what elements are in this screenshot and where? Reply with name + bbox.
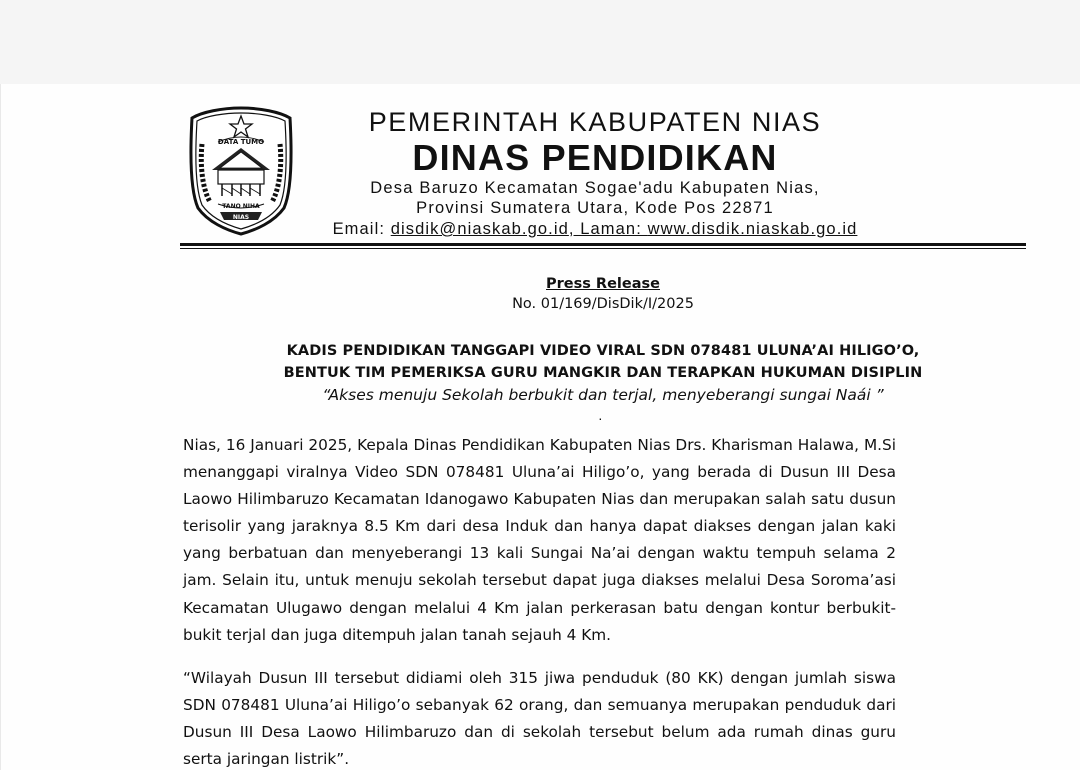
viewer-top-bar — [0, 0, 1080, 84]
email-link[interactable]: disdik@niaskab.go.id — [390, 220, 569, 238]
headline-block — [180, 340, 1026, 406]
government-name: PEMERINTAH KABUPATEN NIAS — [368, 107, 822, 137]
headline-line-2: BENTUK TIM PEMERIKSA GURU MANGKIR DAN TERAPKAN HUKUMAN DISIPLIN — [283, 365, 923, 381]
web-label: , Laman: — [568, 220, 648, 238]
website-link[interactable]: www.disdik.niaskab.go.id — [647, 220, 858, 238]
press-release-number: No. 01/169/DisDik/I/2025 — [512, 296, 694, 312]
press-release-title: Press Release — [546, 276, 660, 292]
headline-quote: “Akses menuju Sekolah berbukit dan terjal, menyeberangi sungai Naái ” — [322, 386, 884, 404]
address-line-2: Provinsi Sumatera Utara, Kode Pos 22871 — [416, 199, 774, 217]
article-body — [183, 432, 896, 770]
press-release-header — [180, 274, 1026, 314]
letterhead-divider-thin — [180, 248, 1026, 249]
svg-text:TANO NIHA: TANO NIHA — [222, 203, 260, 210]
nias-regency-emblem-icon — [188, 104, 294, 236]
paragraph-1: Nias, 16 Januari 2025, Kepala Dinas Pendidikan Kabupaten Nias Drs. Kharisman Halawa, M.Si menanggapi viralnya Video SDN 078481 Uluna’ai Hiligo’o, yang berada di Dusun III Desa Laowo Hilimbaruzo Kecamatan Idanogawo Kabupaten Nias dan merupakan salah satu dusun terisolir yang jaraknya 8.5 Km dari desa Induk dan hanya dapat diakses dengan jalan kaki yang berbatuan dan menyeberangi 13 kali Sungai Na’ai dengan waktu tempuh selama 2 jam. Selain itu, untuk menuju sekolah tersebut dapat juga diakses melalui Desa Soroma’asi Kecamatan Ulugawo dengan melalui 4 Km jalan perkerasan batu dengan kontur berbukit-bukit terjal dan juga ditempuh jalan tanah sejauh 4 Km. — [183, 436, 896, 644]
separator-dot: · — [598, 410, 603, 426]
svg-text:DATA TUMO: DATA TUMO — [217, 138, 265, 146]
address-line-1: Desa Baruzo Kecamatan Sogae'adu Kabupaten Nias, — [370, 179, 820, 197]
headline-line-1: KADIS PENDIDIKAN TANGGAPI VIDEO VIRAL SDN 078481 ULUNA’AI HILIGO’O, — [286, 343, 920, 359]
email-label: Email: — [332, 220, 391, 238]
svg-text:NIAS: NIAS — [232, 214, 250, 221]
paragraph-2: “Wilayah Dusun III tersebut didiami oleh 315 jiwa penduduk (80 KK) dengan jumlah siswa SDN 078481 Uluna’ai Hiligo’o sebanyak 62 orang, dan semuanya merupakan penduduk dari Dusun III Desa Laowo Hilimbaruzo dan di sekolah tersebut belum ada rumah dinas guru serta jaringan listrik”. — [183, 668, 896, 769]
contact-line — [300, 218, 890, 240]
department-name: DINAS PENDIDIKAN — [412, 137, 778, 178]
letterhead — [300, 106, 890, 240]
letterhead-divider-thick — [180, 243, 1026, 246]
